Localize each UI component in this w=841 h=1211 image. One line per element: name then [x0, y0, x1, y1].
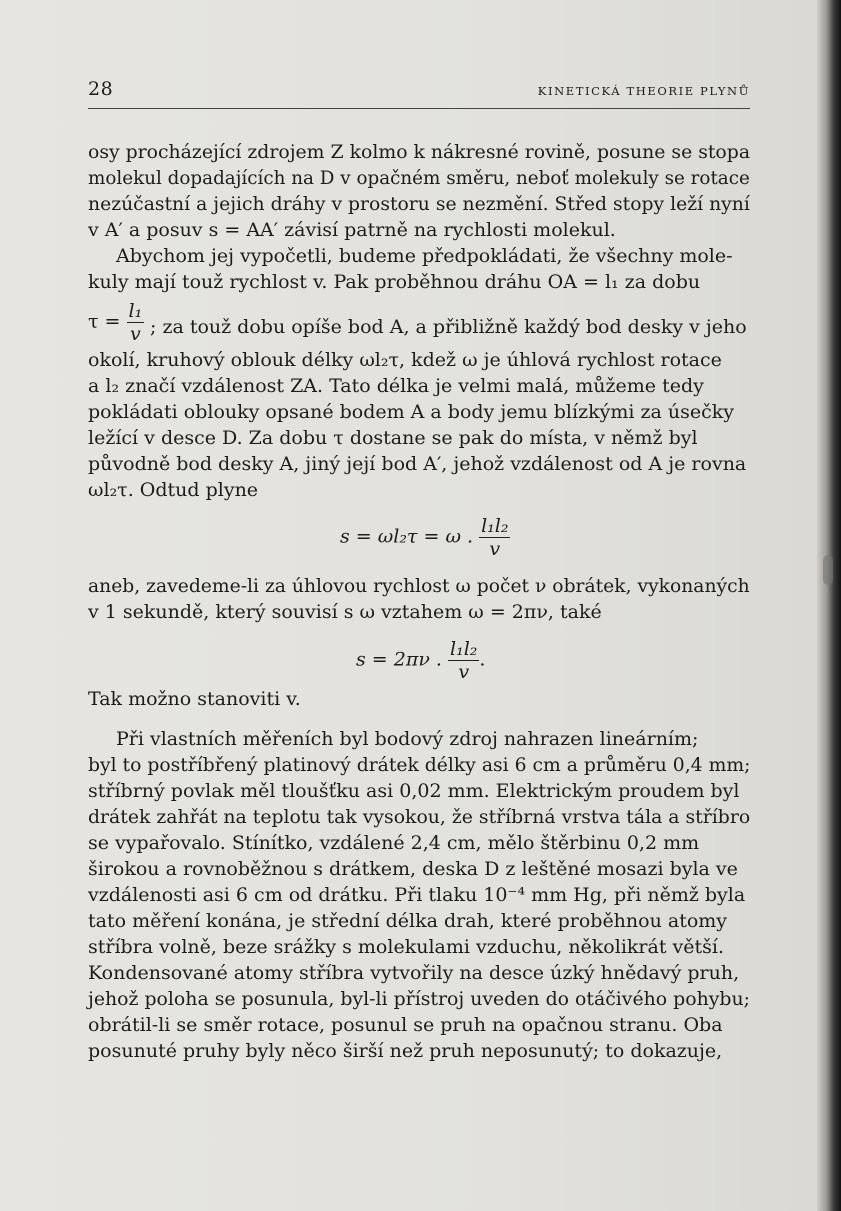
formula-s1-numerator: l₁l₂ [481, 515, 509, 537]
text-line: původně bod desky A, jiný její bod A′, jehož vzdálenost od A je rovna [88, 453, 747, 475]
text-line: širokou a rovnoběžnou s drátkem, deska D z leštěné mosazi byla ve [88, 858, 738, 880]
formula-s1-denominator: v [489, 538, 501, 560]
text-line: tato měření konána, je střední délka drah, které proběhnou atomy [88, 910, 728, 932]
text-line: kuly mají touž rychlost v. Pak proběhnou dráhu OA = l₁ za dobu [88, 271, 701, 293]
margin-mark [823, 555, 833, 585]
text-line: stříbrný povlak měl tloušťku asi 0,02 mm. Elektrickým proudem byl [88, 780, 740, 802]
formula-s2-end: . [479, 648, 486, 671]
book-spine-shadow [817, 0, 841, 1211]
text-line: aneb, zavedeme-li za úhlovou rychlost ω počet ν obrátek, vykonaných [88, 575, 750, 597]
formula-s1-lhs: s = ωl₂τ = ω . [340, 525, 480, 548]
text-line: se vypařovalo. Stínítko, vzdálené 2,4 cm, mělo štěrbinu 0,2 mm [88, 832, 700, 854]
text-line: v 1 sekundě, který souvisí s ω vztahem ω = 2πν, také [88, 601, 602, 623]
formula-s2 [356, 638, 485, 683]
text-line: Kondensované atomy stříbra vytvořily na desce úzký hnědavý pruh, [88, 962, 740, 984]
text-line: nezúčastní a jejich dráhy v prostoru se nezmění. Střed stopy leží nyní [88, 193, 750, 215]
text-line: osy procházející zdrojem Z kolmo k nákresné rovině, posune se stopa [88, 141, 751, 163]
text-line: Tak možno stanoviti v. [88, 688, 301, 710]
page-header [88, 78, 750, 109]
text-line: molekul dopadajících na D v opačném směru, neboť molekuly se rotace [88, 167, 750, 189]
text-line: stříbra volně, beze srážky s molekulami vzduchu, několikrát větší. [88, 936, 724, 958]
formula-s2-lhs: s = 2πν . [356, 648, 448, 671]
formula-s2-fraction [448, 638, 479, 683]
formula-tau-lhs: τ = [88, 310, 127, 333]
formula-s2-denominator: v [458, 661, 470, 683]
text-line: pokládati oblouky opsané bodem A a body jemu blízkými za úsečky [88, 401, 734, 423]
page-number: 28 [88, 78, 114, 100]
formula-tau-fraction [127, 300, 145, 345]
text-line: jehož poloha se posunula, byl-li přístroj uveden do otáčivého pohybu; [88, 988, 750, 1010]
text-line: obrátil-li se směr rotace, posunul se pruh na opačnou stranu. Oba [88, 1014, 723, 1036]
formula-tau [88, 300, 144, 345]
text-line: ωl₂τ. Odtud plyne [88, 479, 259, 501]
text-line: a l₂ značí vzdálenost ZA. Tato délka je velmi malá, můžeme tedy [88, 375, 704, 397]
text-line: vzdálenosti asi 6 cm od drátku. Při tlaku 10⁻⁴ mm Hg, při němž byla [88, 884, 746, 906]
running-head: KINETICKÁ THEORIE PLYNŮ [537, 84, 750, 98]
formula-s1-fraction [479, 515, 510, 560]
text-line: Abychom jej vypočetli, budeme předpokládati, že všechny mole- [116, 245, 733, 267]
formula-s1 [340, 515, 510, 560]
text-line: byl to postříbřený platinový drátek délky asi 6 cm a průměru 0,4 mm; [88, 754, 751, 776]
text-line: okolí, kruhový oblouk délky ωl₂τ, kdež ω je úhlová rychlost rotace [88, 349, 722, 371]
text-line: ; za touž dobu opíše bod A, a přibližně každý bod desky v jeho [150, 316, 747, 338]
text-line: Při vlastních měřeních byl bodový zdroj nahrazen lineárním; [116, 728, 699, 750]
text-line: ležící v desce D. Za dobu τ dostane se pak do místa, v němž byl [88, 427, 698, 449]
text-line: posunuté pruhy byly něco širší než pruh neposunutý; to dokazuje, [88, 1040, 723, 1062]
formula-tau-denominator: v [130, 323, 141, 345]
text-line: drátek zahřát na teplotu tak vysokou, že stříbrná vrstva tála a stříbro [88, 806, 751, 828]
formula-s2-numerator: l₁l₂ [450, 638, 478, 660]
text-line: v A′ a posuv s = AA′ závisí patrně na rychlosti molekul. [88, 219, 616, 241]
formula-tau-numerator: l₁ [128, 300, 143, 322]
